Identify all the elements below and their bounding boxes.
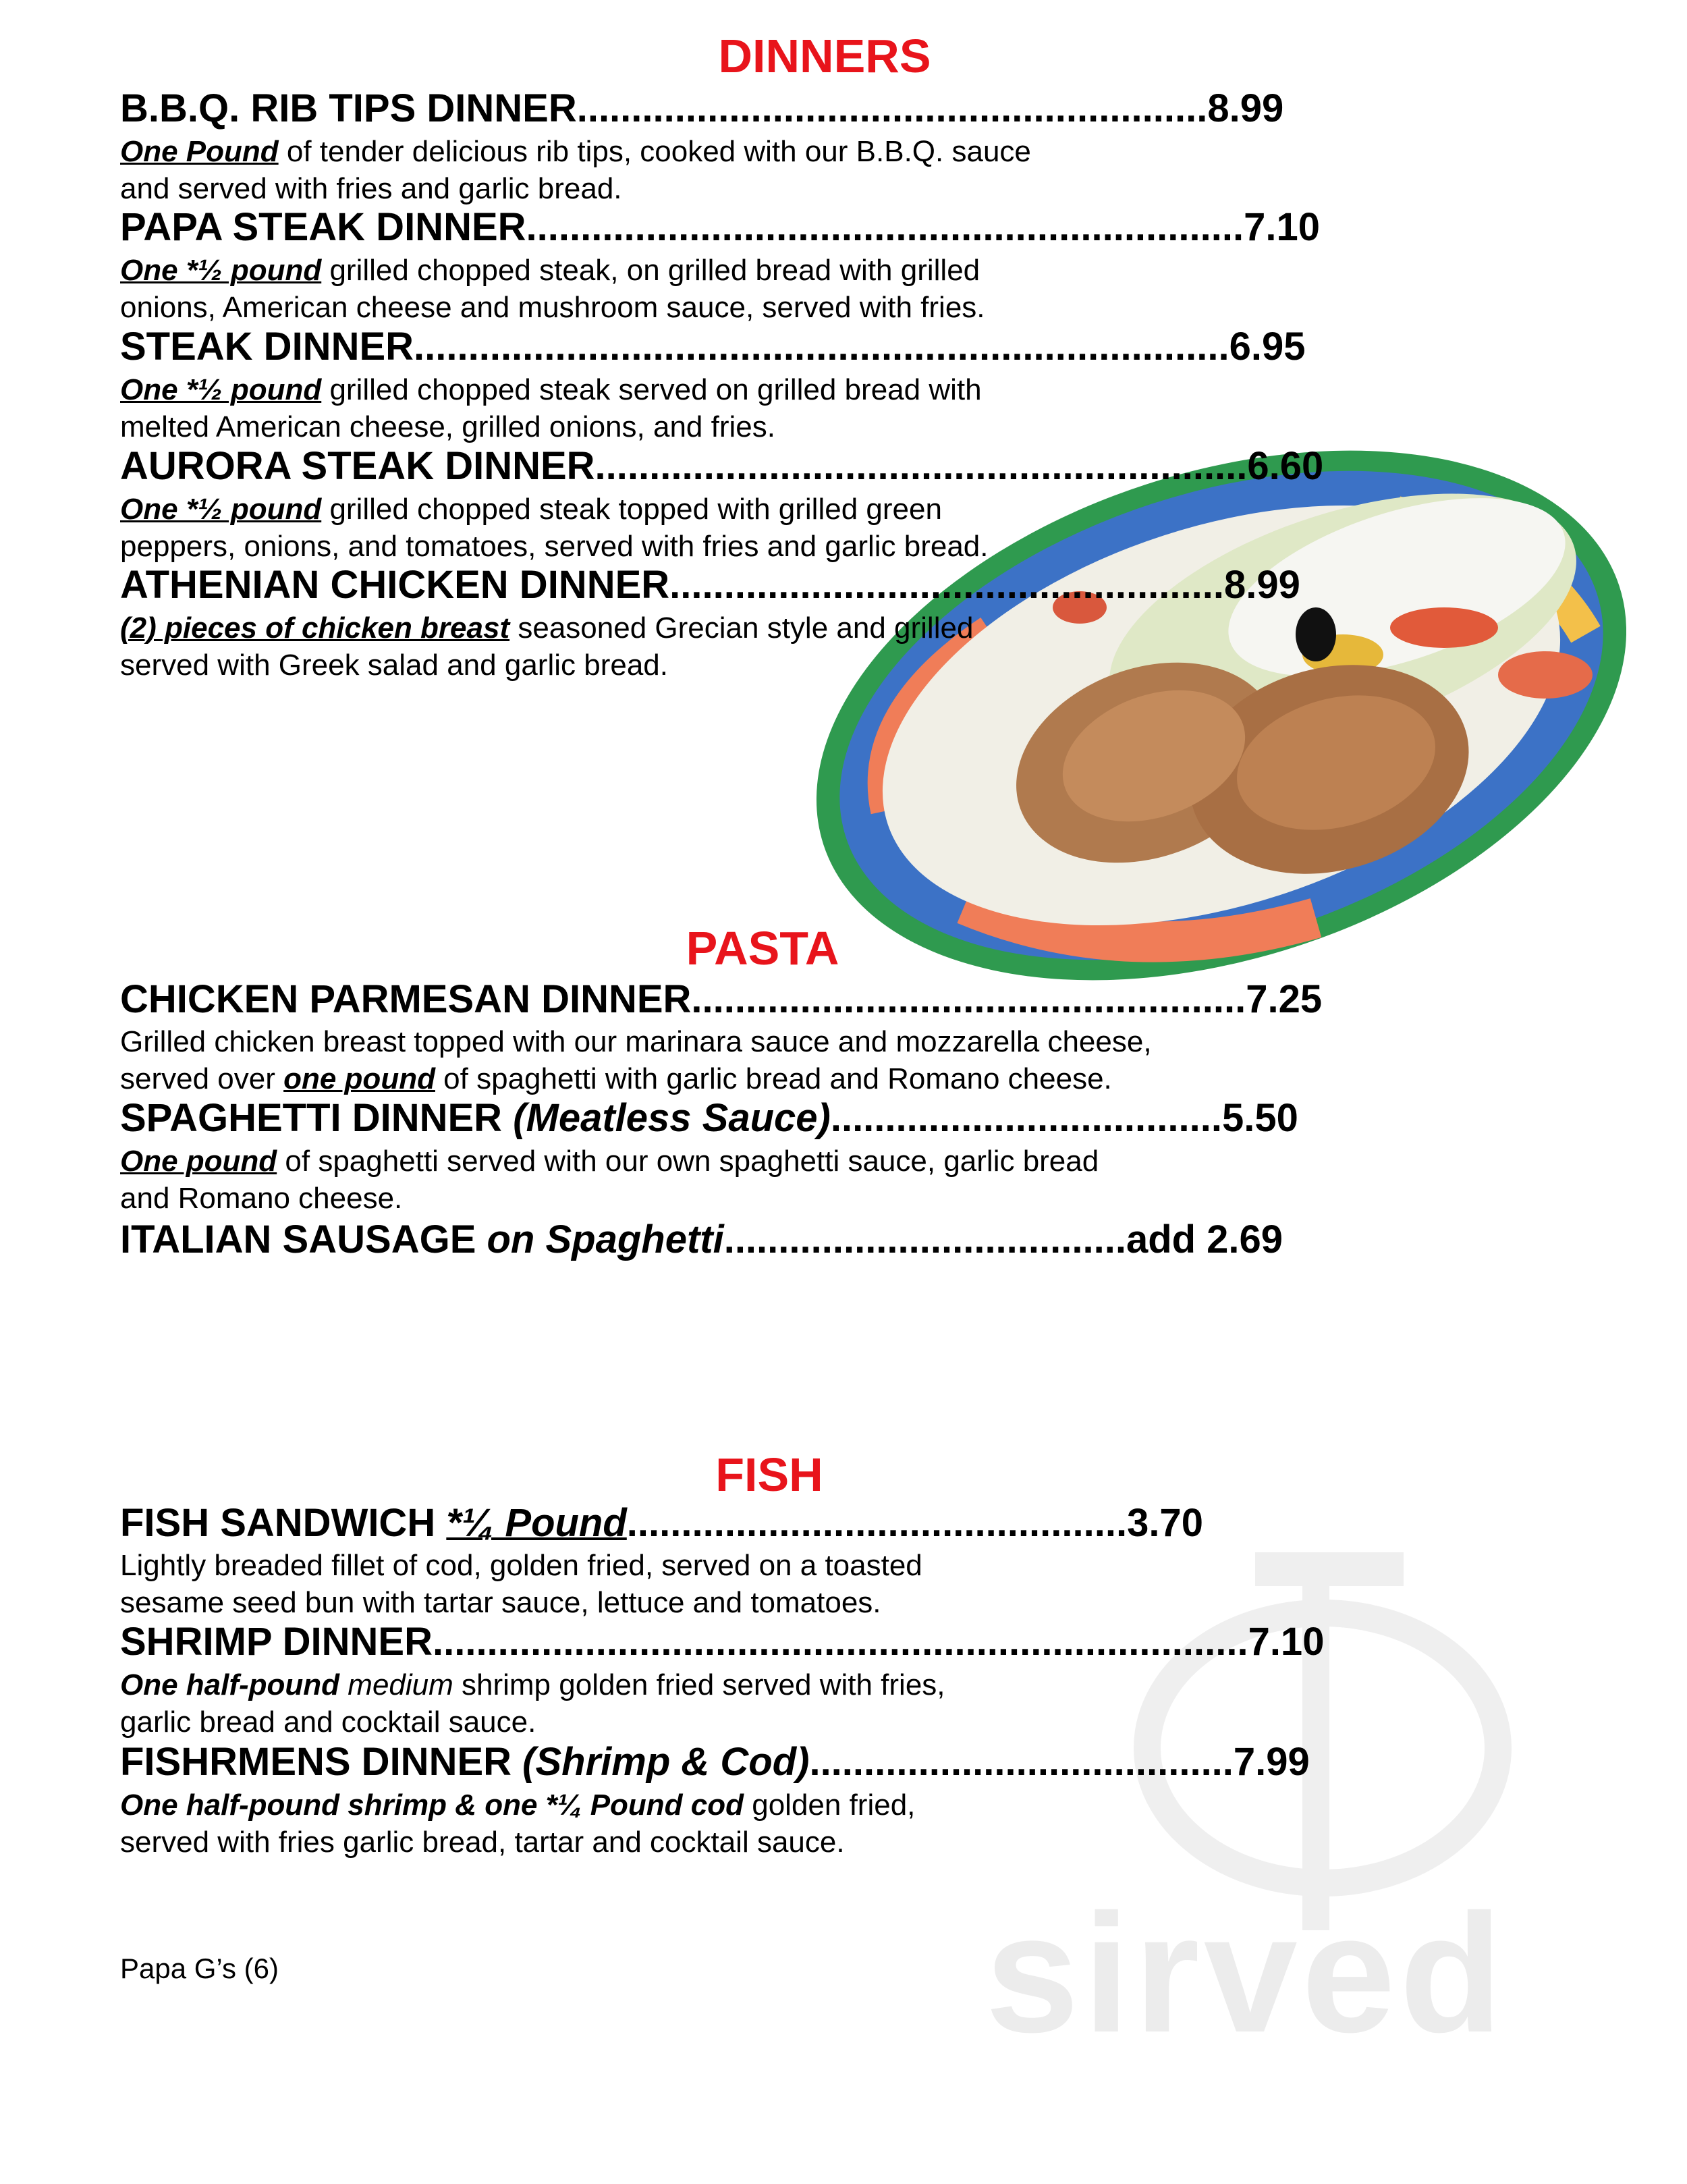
menu-desc-chicken-parmesan: Grilled chicken breast topped with our marinara sauce and mozzarella cheese, served over one pound of spaghetti with garlic bread and Romano cheese. (120, 1025, 1152, 1095)
menu-item-athenian-chicken: ATHENIAN CHICKEN DINNER...................................................8.99 (120, 563, 1300, 607)
section-title-fish: FISH (715, 1448, 823, 1501)
menu-desc-spaghetti: One pound of spaghetti served with our own spaghetti sauce, garlic bread and Romano cheese. (120, 1145, 1099, 1215)
sirved-watermark-text: sirved (985, 1879, 1507, 2067)
menu-item-shrimp: SHRIMP DINNER...........................................................................7.10 (120, 1620, 1325, 1664)
section-title-dinners: DINNERS (718, 30, 931, 82)
menu-item-fishermens: FISHRMENS DINNER (Shrimp & Cod).......................................7.99 (120, 1740, 1310, 1784)
menu-desc-bbq-rib-tips: One Pound of tender delicious rib tips, cooked with our B.B.Q. sauce and served with fries and garlic bread. (120, 135, 1031, 205)
menu-item-aurora-steak: AURORA STEAK DINNER............................................................6.60 (120, 444, 1324, 488)
menu-desc-aurora-steak: One *½ pound grilled chopped steak topped with grilled green peppers, onions, and tomatoes, served with fries and garlic bread. (120, 493, 989, 563)
menu-item-spaghetti: SPAGHETTI DINNER (Meatless Sauce)....................................5.50 (120, 1096, 1298, 1140)
menu-item-italian-sausage: ITALIAN SAUSAGE on Spaghetti.....................................add 2.69 (120, 1218, 1283, 1261)
section-title-pasta: PASTA (686, 922, 839, 975)
menu-desc-steak: One *½ pound grilled chopped steak served on grilled bread with melted American cheese, grilled onions, and fries. (120, 373, 982, 443)
menu-item-fish-sandwich: FISH SANDWICH *¼ Pound..............................................3.70 (120, 1501, 1203, 1545)
page-footer: Papa G’s (6) (120, 1953, 279, 1984)
menu-desc-papa-steak: One *½ pound grilled chopped steak, on grilled bread with grilled onions, American cheese and mushroom sauce, served with fries. (120, 254, 985, 324)
menu-item-bbq-rib-tips: B.B.Q. RIB TIPS DINNER..........................................................8.99 (120, 86, 1284, 130)
menu-desc-athenian-chicken: (2) pieces of chicken breast seasoned Grecian style and grilled served with Greek salad and garlic bread. (120, 611, 974, 682)
menu-desc-fishermens: One half-pound shrimp & one *¼ Pound cod golden fried, served with fries garlic bread, tartar and cocktail sauce. (120, 1789, 916, 1859)
menu-item-papa-steak: PAPA STEAK DINNER..................................................................7.10 (120, 205, 1320, 249)
menu-item-steak: STEAK DINNER...........................................................................6.95 (120, 325, 1306, 368)
menu-desc-shrimp: One half-pound medium shrimp golden fried served with fries, garlic bread and cocktail sauce. (120, 1668, 945, 1739)
menu-desc-fish-sandwich: Lightly breaded fillet of cod, golden fried, served on a toasted sesame seed bun with tartar sauce, lettuce and tomatoes. (120, 1549, 922, 1619)
menu-item-chicken-parmesan: CHICKEN PARMESAN DINNER...................................................7.25 (120, 977, 1323, 1021)
